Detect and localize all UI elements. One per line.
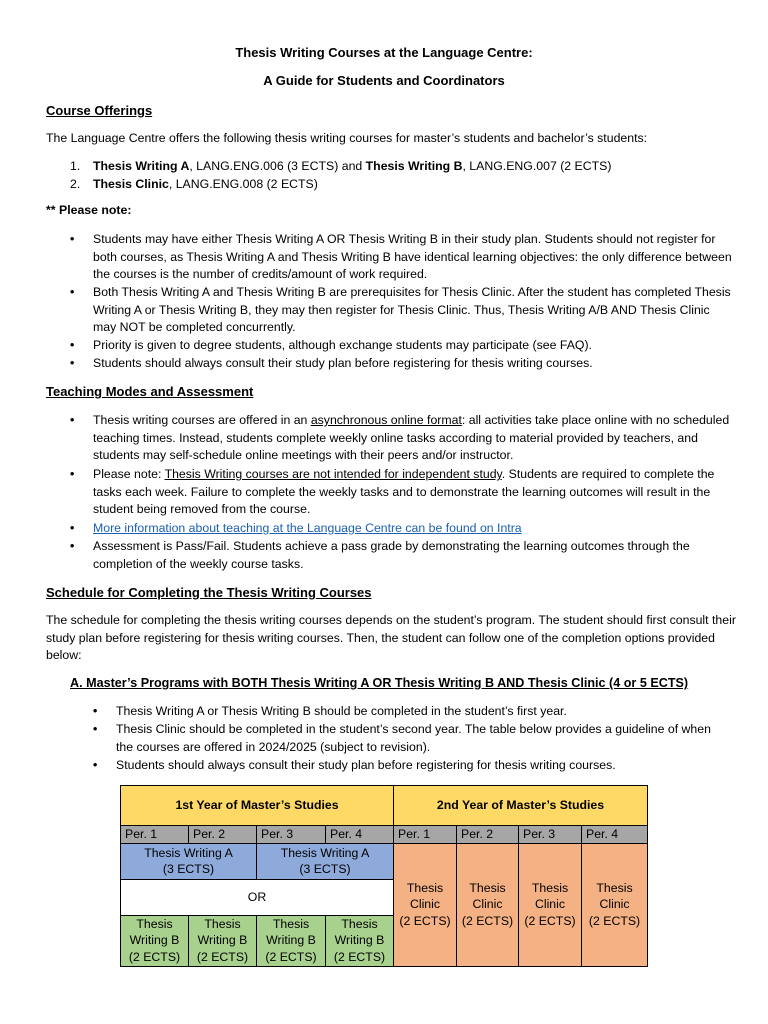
period-cell: Per. 3 (257, 826, 326, 844)
option-a-bullet-2: • Thesis Clinic should be completed in the student’s second year. The table below provides a guideline of when the courses are offered in 2024/2025 (subject to revision). (116, 721, 726, 757)
doc-title: Thesis Writing Courses at the Language Centre: (235, 45, 533, 60)
teaching-heading: Teaching Modes and Assessment (46, 384, 254, 399)
option-a-bullet-3: • Students should always consult their study plan before registering for thesis writing courses. (116, 757, 726, 775)
note-bullet-1: • Students may have either Thesis Writing A OR Thesis Writing B in their study plan. Students should not register for both courses, as Thesis Writing A and Thesis Writing B have identical learning objectives: the only difference between the courses is the number of credits/amount of work required. (93, 231, 733, 284)
period-cell: Per. 4 (582, 826, 648, 844)
period-cell: Per. 1 (394, 826, 457, 844)
period-cell: Per. 1 (121, 826, 189, 844)
thesis-writing-b-cell: Thesis Writing B (2 ECTS) (326, 915, 394, 966)
note-bullet-2: • Both Thesis Writing A and Thesis Writing B are prerequisites for Thesis Clinic. After the student has completed Thesis Writing A or Thesis Writing B, they may then register for Thesis Clinic. Thus, Thesis Writing A/B AND Thesis Clinic may NOT be completed concurrently. (93, 284, 733, 337)
note-bullet-3: • Priority is given to degree students, although exchange students may participate (see FAQ). (93, 337, 733, 355)
course-offerings-heading: Course Offerings (46, 103, 153, 118)
or-cell: OR (121, 879, 394, 915)
offerings-intro: The Language Centre offers the following thesis writing courses for master’s students and bachelor’s students: (46, 131, 648, 145)
period-cell: Per. 2 (457, 826, 519, 844)
period-cell: Per. 4 (326, 826, 394, 844)
thesis-clinic-cell: Thesis Clinic (2 ECTS) (457, 843, 519, 966)
thesis-writing-a-cell: Thesis Writing A (3 ECTS) (257, 843, 394, 879)
schedule-heading: Schedule for Completing the Thesis Writing Courses (46, 585, 372, 600)
teaching-bullet-1: • Thesis writing courses are offered in an asynchronous online format: all activities take place online with no scheduled teaching times. Instead, students complete weekly online tasks according to material provided by teachers, and students may self-schedule online meetings with their peers and/or instructor. (93, 412, 733, 465)
please-note-label: ** Please note: (46, 203, 132, 217)
doc-subtitle: A Guide for Students and Coordinators (263, 73, 505, 88)
note-bullet-4: • Students should always consult their study plan before registering for thesis writing courses. (93, 355, 733, 373)
thesis-clinic-cell: Thesis Clinic (2 ECTS) (519, 843, 582, 966)
teaching-bullet-2: • Please note: Thesis Writing courses are not intended for independent study. Students are required to complete the tasks each week. Failure to complete the weekly tasks and to demonstrate the learning outcomes will result in the student being removed from the course. (93, 466, 733, 519)
thesis-clinic-cell: Thesis Clinic (2 ECTS) (582, 843, 648, 966)
option-a-bullet-1: • Thesis Writing A or Thesis Writing B should be completed in the student’s first year. (116, 703, 726, 721)
thesis-writing-a-cell: Thesis Writing A (3 ECTS) (121, 843, 257, 879)
option-a-heading: A. Master’s Programs with BOTH Thesis Writing A OR Thesis Writing B AND Thesis Clinic (4 or 5 ECTS) (70, 676, 689, 690)
intra-info-link[interactable]: More information about teaching at the Language Centre can be found on Intra (93, 521, 522, 535)
thesis-writing-b-cell: Thesis Writing B (2 ECTS) (121, 915, 189, 966)
thesis-writing-b-cell: Thesis Writing B (2 ECTS) (257, 915, 326, 966)
year-2-header: 2nd Year of Master’s Studies (394, 786, 648, 826)
year-1-header: 1st Year of Master’s Studies (121, 786, 394, 826)
schedule-table (120, 785, 648, 967)
teaching-bullet-4: • Assessment is Pass/Fail. Students achieve a pass grade by demonstrating the learning outcomes through the completion of the weekly course tasks. (93, 538, 733, 573)
schedule-intro: The schedule for completing the thesis writing courses depends on the student’s program. The student should first consult their study plan before registering for thesis writing courses. Then, the student can follow one of the completion options provided below: (46, 613, 736, 663)
thesis-writing-b-cell: Thesis Writing B (2 ECTS) (189, 915, 257, 966)
document-page: Thesis Writing Courses at the Language Centre: A Guide for Students and Coordinators Course Offerings The Language Centre offers the following thesis writing courses for master’s students and bachelor’s students: 1. Thesis Writing A, LANG.ENG.006 (3 ECTS) and Thesis Writing B, LANG.ENG.007 (2 ECTS) 2. Thesis Clinic, LANG.ENG.008 (2 ECTS) ** Please note: • Students may have either Thesis Writing A OR Thesis Writing B in their study plan. Students should not register for both courses, as Thesis Writing A and Thesis Writing B have identical learning objectives: the only difference between the courses is the number of credits/amount of work required. • Both Thesis Writing A and Thesis Writing B are prerequisites for Thesis Clinic. After the student has completed Thesis Writing A or Thesis Writing B, they may then register for Thesis Clinic. Thus, Thesis Writing A/B AND Thesis Clinic may NOT be completed concurrently. • Priority is given to degree students, although exchange students may participate (see FAQ). • Students should always consult their study plan before registering for thesis writing courses. Teaching Modes and Assessment • Thesis writing courses are offered in an asynchronous online format: all activities take place online with no scheduled teaching times. Instead, students complete weekly online tasks according to material provided by teachers, and students may self-schedule online meetings with their peers and/or instructor. • Please note: Thesis Writing courses are not intended for independent study. Students are required to complete the tasks each week. Failure to complete the weekly tasks and to demonstrate the learning outcomes will result in the student being removed from the course. • More information about teaching at the Language Centre can be found on Intra • Assessment is Pass/Fail. Students achieve a pass grade by demonstrating the learning outcomes through the completion of the weekly course tasks. Schedule for Completing the Thesis Writing Courses The schedule for completing the thesis writing courses depends on the student’s program. The student should first consult their study plan before registering for thesis writing courses. Then, the student can follow one of the completion options provided below: A. Master’s Programs with BOTH Thesis Writing A OR Thesis Writing B AND Thesis Clinic (4 or 5 ECTS) • Thesis Writing A or Thesis Writing B should be completed in the student’s first year. • Thesis Clinic should be completed in the student’s second year. The table below provides a guideline of when the courses are offered in 2024/2025 (subject to revision). • Students should always consult their study plan before registering for thesis writing courses. 1st Year of Master’s Studies 2nd Year of Master’s Studies Per. 1 Per. 2 Per. 3 Per. 4 Per. 1 Per. 2 Per. 3 Per. 4 Thesis Writing A (3 ECTS) Thesis Writing A (3 ECTS) Thesis Clinic (2 ECTS) Thesis Clinic (2 ECTS) Thesis Clinic (2 ECTS) Thesis Clinic (2 ECTS) OR Thesis Writing B (2 ECTS) Thesis Writing B (2 ECTS) Thesis Writing B (2 ECTS) Thesis Writing B (2 ECTS) (0, 0, 768, 1024)
period-cell: Per. 2 (189, 826, 257, 844)
period-cell: Per. 3 (519, 826, 582, 844)
thesis-clinic-cell: Thesis Clinic (2 ECTS) (394, 843, 457, 966)
teaching-bullet-3 (93, 520, 733, 538)
